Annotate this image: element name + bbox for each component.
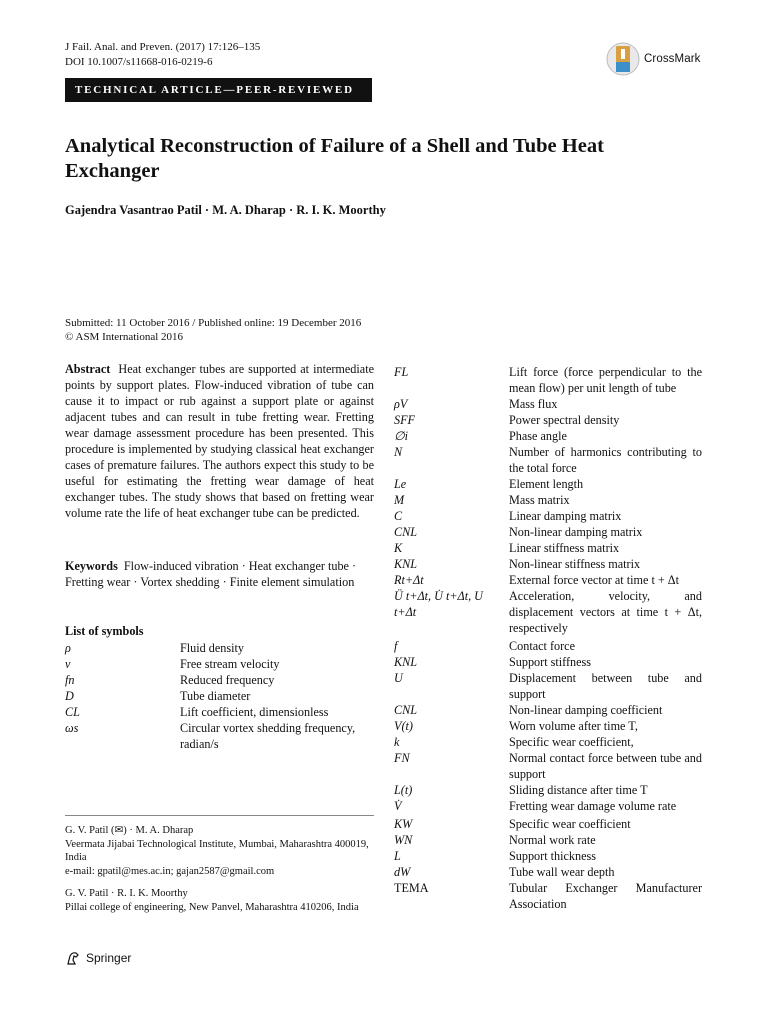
doi[interactable]: DOI 10.1007/s11668-016-0219-6 [65, 56, 213, 68]
crossmark-badge[interactable] [606, 40, 701, 78]
symbol-def: Fluid density [180, 641, 244, 655]
symbol-definition: Specific wear coefficient [509, 817, 631, 831]
symbol-definition: Normal work rate [509, 833, 596, 847]
symbol-definition: Non-linear damping matrix [509, 525, 643, 539]
publisher-name: Springer [86, 951, 132, 965]
symbol: ρV [394, 397, 408, 411]
symbol: FN [394, 751, 410, 765]
symbol: FL [394, 365, 409, 379]
symbol: WN [394, 833, 413, 847]
symbol: V̇ [394, 799, 402, 813]
symbol-definition: Tubular Exchanger Manufacturer Association [509, 881, 702, 911]
authors: Gajendra Vasantrao Patil · M. A. Dharap · R. I. K. Moorthy [65, 203, 386, 217]
symbol: C [394, 509, 403, 523]
keywords-label: Keywords [65, 559, 118, 573]
crossmark-icon [606, 40, 640, 78]
symbol: KW [394, 817, 413, 831]
journal-citation: J Fail. Anal. and Preven. (2017) 17:126–135 [65, 41, 261, 53]
symbol: L(t) [394, 783, 413, 797]
symbol: k [394, 735, 400, 749]
symbol: L [394, 849, 401, 863]
article-type-banner: TECHNICAL ARTICLE—PEER-REVIEWED [65, 78, 372, 102]
symbol-definition: Linear stiffness matrix [509, 541, 620, 555]
author-email[interactable]: e-mail: gpatil@mes.ac.in; gajan2587@gmail.com [65, 865, 275, 877]
abstract-label: Abstract [65, 362, 111, 376]
symbol: Rt+Δt [394, 573, 424, 587]
symbol-definition: Tube wall wear depth [509, 865, 615, 879]
symbol: KNL [394, 557, 418, 571]
symbol-definition: Acceleration, velocity, and displacement vectors at time t + Δt, respectively [509, 589, 702, 635]
symbol-definition: Contact force [509, 639, 575, 653]
symbol: TEMA [394, 881, 429, 895]
symbol-definition: Power spectral density [509, 413, 620, 427]
symbol: Ü t+Δt, U̇ t+Δt, U t+Δt [394, 589, 483, 619]
symbol-def: Free stream velocity [180, 657, 280, 671]
affiliation-1 [65, 824, 374, 878]
symbols-heading: List of symbols [65, 624, 144, 638]
affiliation-names: G. V. Patil (✉) · M. A. Dharap [65, 825, 194, 836]
symbol: K [394, 541, 403, 555]
symbol-definition: Non-linear stiffness matrix [509, 557, 641, 571]
keywords [65, 558, 374, 590]
symbol-definition: Phase angle [509, 429, 567, 443]
symbol: Le [394, 477, 407, 491]
symbol: f [394, 639, 398, 653]
symbol-definition: Displacement between tube and support [509, 671, 702, 701]
symbol: ∅i [394, 429, 409, 443]
publisher-logo [65, 950, 131, 966]
symbol-def: Lift coefficient, dimensionless [180, 705, 329, 719]
submitted-date: Submitted: 11 October 2016 / Published online: 19 December 2016 [65, 317, 362, 329]
article-title: Analytical Reconstruction of Failure of a Shell and Tube Heat Exchanger [65, 135, 604, 182]
symbol-CL: CL [65, 705, 80, 719]
affiliation-2 [65, 887, 374, 914]
symbol-definition: Support thickness [509, 849, 597, 863]
symbol-definition: Fretting wear damage volume rate [509, 799, 677, 813]
symbol: V(t) [394, 719, 413, 733]
symbol-definition: Lift force (force perpendicular to the mean flow) per unit length of tube [509, 365, 702, 395]
symbol: U [394, 671, 403, 685]
symbol-v: v [65, 657, 71, 671]
symbol: CNL [394, 703, 418, 717]
abstract-text: Heat exchanger tubes are supported at intermediate points by support plates. Flow-induced vibration of tube can cause it to impact or rub against a support plate or against adjacent tubes and can result in tube fretting wear. Fretting wear damage assessment procedure has been presented. This procedure is implemented by studying classical heat exchanger cases of premature failures. The authors expect this study to be useful for estimating the fretting wear damage of heat exchanger tubes. The study shows that based on fretting wear volume rate the life of heat exchanger tube can be predicted. [65, 362, 374, 520]
symbol-definition: Worn volume after time T, [509, 719, 638, 733]
symbol-def: Reduced frequency [180, 673, 275, 687]
symbol-definition: Mass flux [509, 397, 558, 411]
symbol-fn: fn [65, 673, 75, 687]
springer-horse-icon [65, 950, 81, 966]
symbol: M [394, 493, 405, 507]
symbol-definition: Support stiffness [509, 655, 592, 669]
footnote-divider [65, 815, 374, 816]
symbol: CNL [394, 525, 418, 539]
symbol: SFF [394, 413, 415, 427]
publication-dates [65, 316, 361, 344]
symbol-definition: Sliding distance after time T [509, 783, 648, 797]
symbol: dW [394, 865, 411, 879]
symbol-rho: ρ [65, 641, 71, 655]
crossmark-label: CrossMark [644, 53, 701, 65]
symbol-definition: Mass matrix [509, 493, 570, 507]
affiliation-institution: Pillai college of engineering, New Panvel, Maharashtra 410206, India [65, 901, 359, 913]
keywords-text: Flow-induced vibration · Heat exchanger tube · Fretting wear · Vortex shedding · Finite element simulation [65, 559, 357, 589]
symbol-def: Tube diameter [180, 689, 251, 703]
symbol-definition: Element length [509, 477, 584, 491]
symbol-definition: Non-linear damping coefficient [509, 703, 663, 717]
abstract [65, 361, 374, 521]
symbol-definition: Linear damping matrix [509, 509, 622, 523]
symbol: N [394, 445, 403, 459]
journal-info [65, 40, 260, 70]
symbol-definition: External force vector at time t + Δt [509, 573, 680, 587]
symbol-def: Circular vortex shedding frequency, radian/s [180, 721, 356, 751]
symbol-omega: ωs [65, 721, 79, 735]
symbol-definition: Specific wear coefficient, [509, 735, 634, 749]
symbol-definition: Normal contact force between tube and support [509, 751, 702, 781]
symbol: KNL [394, 655, 418, 669]
symbol-definition: Number of harmonics contributing to the total force [509, 445, 702, 475]
symbol-D: D [65, 689, 74, 703]
affiliation-names: G. V. Patil · R. I. K. Moorthy [65, 888, 188, 899]
affiliation-institution: Veermata Jijabai Technological Institute, Mumbai, Maharashtra 400019, India [65, 838, 369, 863]
copyright: © ASM International 2016 [65, 331, 184, 343]
